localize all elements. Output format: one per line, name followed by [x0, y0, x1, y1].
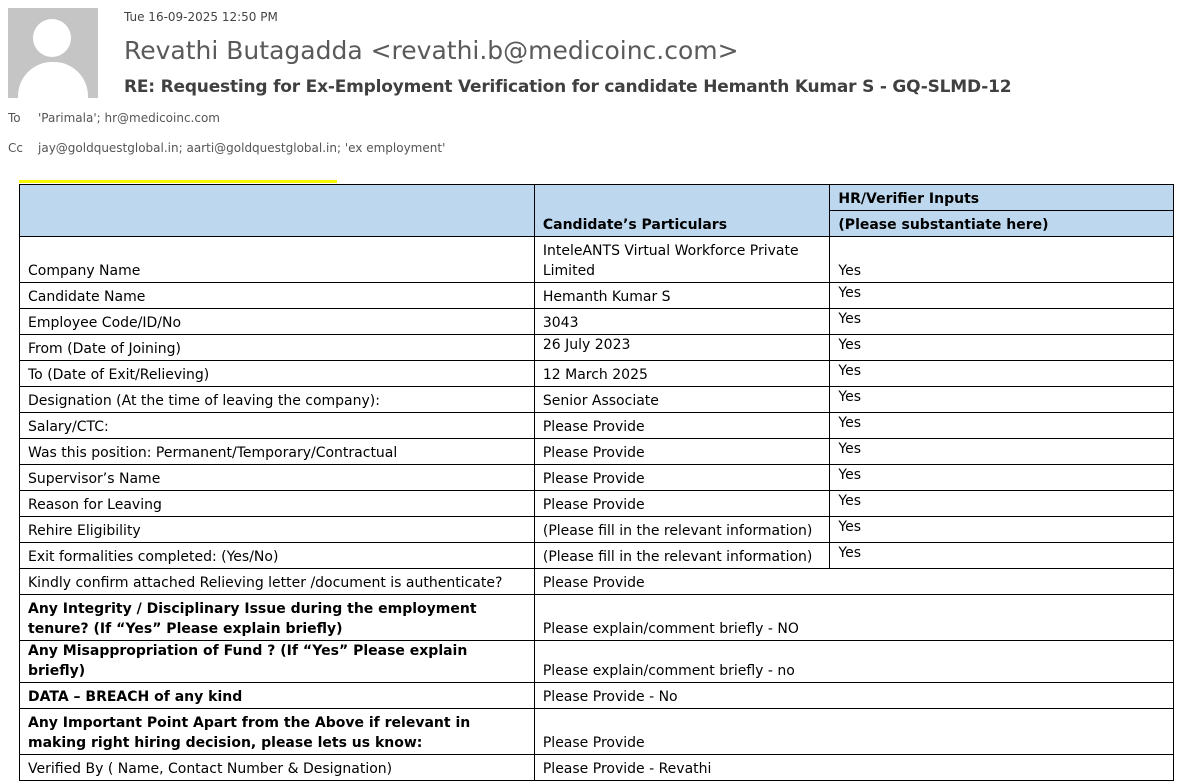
- row-particulars: 12 March 2025: [534, 361, 830, 387]
- table-row: [20, 413, 1174, 439]
- header-substantiate: (Please substantiate here): [830, 211, 1174, 237]
- row-particulars: InteleANTS Virtual Workforce Private Limited: [534, 237, 830, 283]
- row-particulars: 26 July 2023: [534, 335, 830, 361]
- table-row: [20, 491, 1174, 517]
- row-label: To (Date of Exit/Relieving): [20, 361, 535, 387]
- header-blank-cell: [20, 185, 535, 237]
- header-row-1: [20, 185, 1174, 211]
- row-label: Exit formalities completed: (Yes/No): [20, 543, 535, 569]
- avatar-body-shape: [18, 62, 88, 98]
- cc-line: [8, 141, 445, 155]
- row-label: Reason for Leaving: [20, 491, 535, 517]
- to-line: [8, 111, 220, 125]
- row-input[interactable]: Yes: [830, 335, 1174, 361]
- table-row: [20, 309, 1174, 335]
- wide-row-label: DATA – BREACH of any kind: [20, 683, 535, 709]
- email-subject: RE: Requesting for Ex-Employment Verification for candidate Hemanth Kumar S - GQ-SLMD-12: [124, 77, 1012, 97]
- sender-avatar: [8, 8, 98, 98]
- row-label: Designation (At the time of leaving the company):: [20, 387, 535, 413]
- verification-table: [19, 184, 1174, 781]
- table-row-wide: [20, 709, 1174, 755]
- wide-row-label: Any Misappropriation of Fund ? (If “Yes” Please explain briefly): [20, 641, 535, 683]
- row-input[interactable]: Yes: [830, 517, 1174, 543]
- wide-row-value[interactable]: Please explain/comment briefly - no: [534, 641, 1173, 683]
- row-particulars: 3043: [534, 309, 830, 335]
- table-row: [20, 465, 1174, 491]
- row-input[interactable]: Yes: [830, 387, 1174, 413]
- table-row: [20, 335, 1174, 361]
- table-row-wide: [20, 641, 1174, 683]
- row-input[interactable]: Yes: [830, 237, 1174, 283]
- to-recipients[interactable]: 'Parimala'; hr@medicoinc.com: [38, 111, 220, 125]
- header-hr-verifier-inputs: HR/Verifier Inputs: [830, 185, 1174, 211]
- cc-label: Cc: [8, 141, 23, 155]
- row-input[interactable]: Yes: [830, 361, 1174, 387]
- wide-row-value[interactable]: Please explain/comment briefly - NO: [534, 595, 1173, 641]
- row-label: From (Date of Joining): [20, 335, 535, 361]
- email-sender[interactable]: Revathi Butagadda <revathi.b@medicoinc.com>: [124, 36, 739, 65]
- wide-row-label: Any Important Point Apart from the Above if relevant in making right hiring decision, please lets us know:: [20, 709, 535, 755]
- table-row: [20, 361, 1174, 387]
- row-input[interactable]: Yes: [830, 413, 1174, 439]
- table-row-wide: [20, 683, 1174, 709]
- table-row: [20, 387, 1174, 413]
- wide-row-value[interactable]: Please Provide - Revathi: [534, 755, 1173, 781]
- row-input[interactable]: Yes: [830, 283, 1174, 309]
- table-row: [20, 237, 1174, 283]
- row-label: Salary/CTC:: [20, 413, 535, 439]
- table-row: [20, 543, 1174, 569]
- wide-row-label: Kindly confirm attached Relieving letter /document is authenticate?: [20, 569, 535, 595]
- row-input[interactable]: Yes: [830, 543, 1174, 569]
- row-particulars: Hemanth Kumar S: [534, 283, 830, 309]
- header-candidate-particulars: Candidate’s Particulars: [534, 185, 830, 237]
- avatar-head-shape: [33, 19, 71, 57]
- row-particulars: Please Provide: [534, 491, 830, 517]
- wide-row-label: Any Integrity / Disciplinary Issue during the employment tenure? (If “Yes” Please explain briefly): [20, 595, 535, 641]
- row-label: Rehire Eligibility: [20, 517, 535, 543]
- row-input[interactable]: Yes: [830, 465, 1174, 491]
- cc-recipients[interactable]: jay@goldquestglobal.in; aarti@goldquestglobal.in; 'ex employment': [38, 141, 446, 155]
- yellow-highlight-mark: [19, 180, 337, 183]
- row-particulars: Senior Associate: [534, 387, 830, 413]
- row-particulars: (Please fill in the relevant information): [534, 543, 830, 569]
- row-input[interactable]: Yes: [830, 491, 1174, 517]
- to-label: To: [8, 111, 21, 125]
- row-input[interactable]: Yes: [830, 439, 1174, 465]
- table-row-wide: [20, 595, 1174, 641]
- wide-row-value[interactable]: Please Provide: [534, 709, 1173, 755]
- wide-row-value[interactable]: Please Provide: [534, 569, 1173, 595]
- row-particulars: (Please fill in the relevant information): [534, 517, 830, 543]
- row-input[interactable]: Yes: [830, 309, 1174, 335]
- row-label: Company Name: [20, 237, 535, 283]
- row-label: Employee Code/ID/No: [20, 309, 535, 335]
- table-row: [20, 439, 1174, 465]
- table-row-wide: [20, 755, 1174, 781]
- row-particulars: Please Provide: [534, 465, 830, 491]
- table-row: [20, 283, 1174, 309]
- table-row-wide: [20, 569, 1174, 595]
- row-particulars: Please Provide: [534, 439, 830, 465]
- row-label: Candidate Name: [20, 283, 535, 309]
- wide-row-value[interactable]: Please Provide - No: [534, 683, 1173, 709]
- row-label: Supervisor’s Name: [20, 465, 535, 491]
- row-label: Was this position: Permanent/Temporary/Contractual: [20, 439, 535, 465]
- email-timestamp: Tue 16-09-2025 12:50 PM: [124, 10, 278, 24]
- table-row: [20, 517, 1174, 543]
- wide-row-label: Verified By ( Name, Contact Number & Designation): [20, 755, 535, 781]
- row-particulars: Please Provide: [534, 413, 830, 439]
